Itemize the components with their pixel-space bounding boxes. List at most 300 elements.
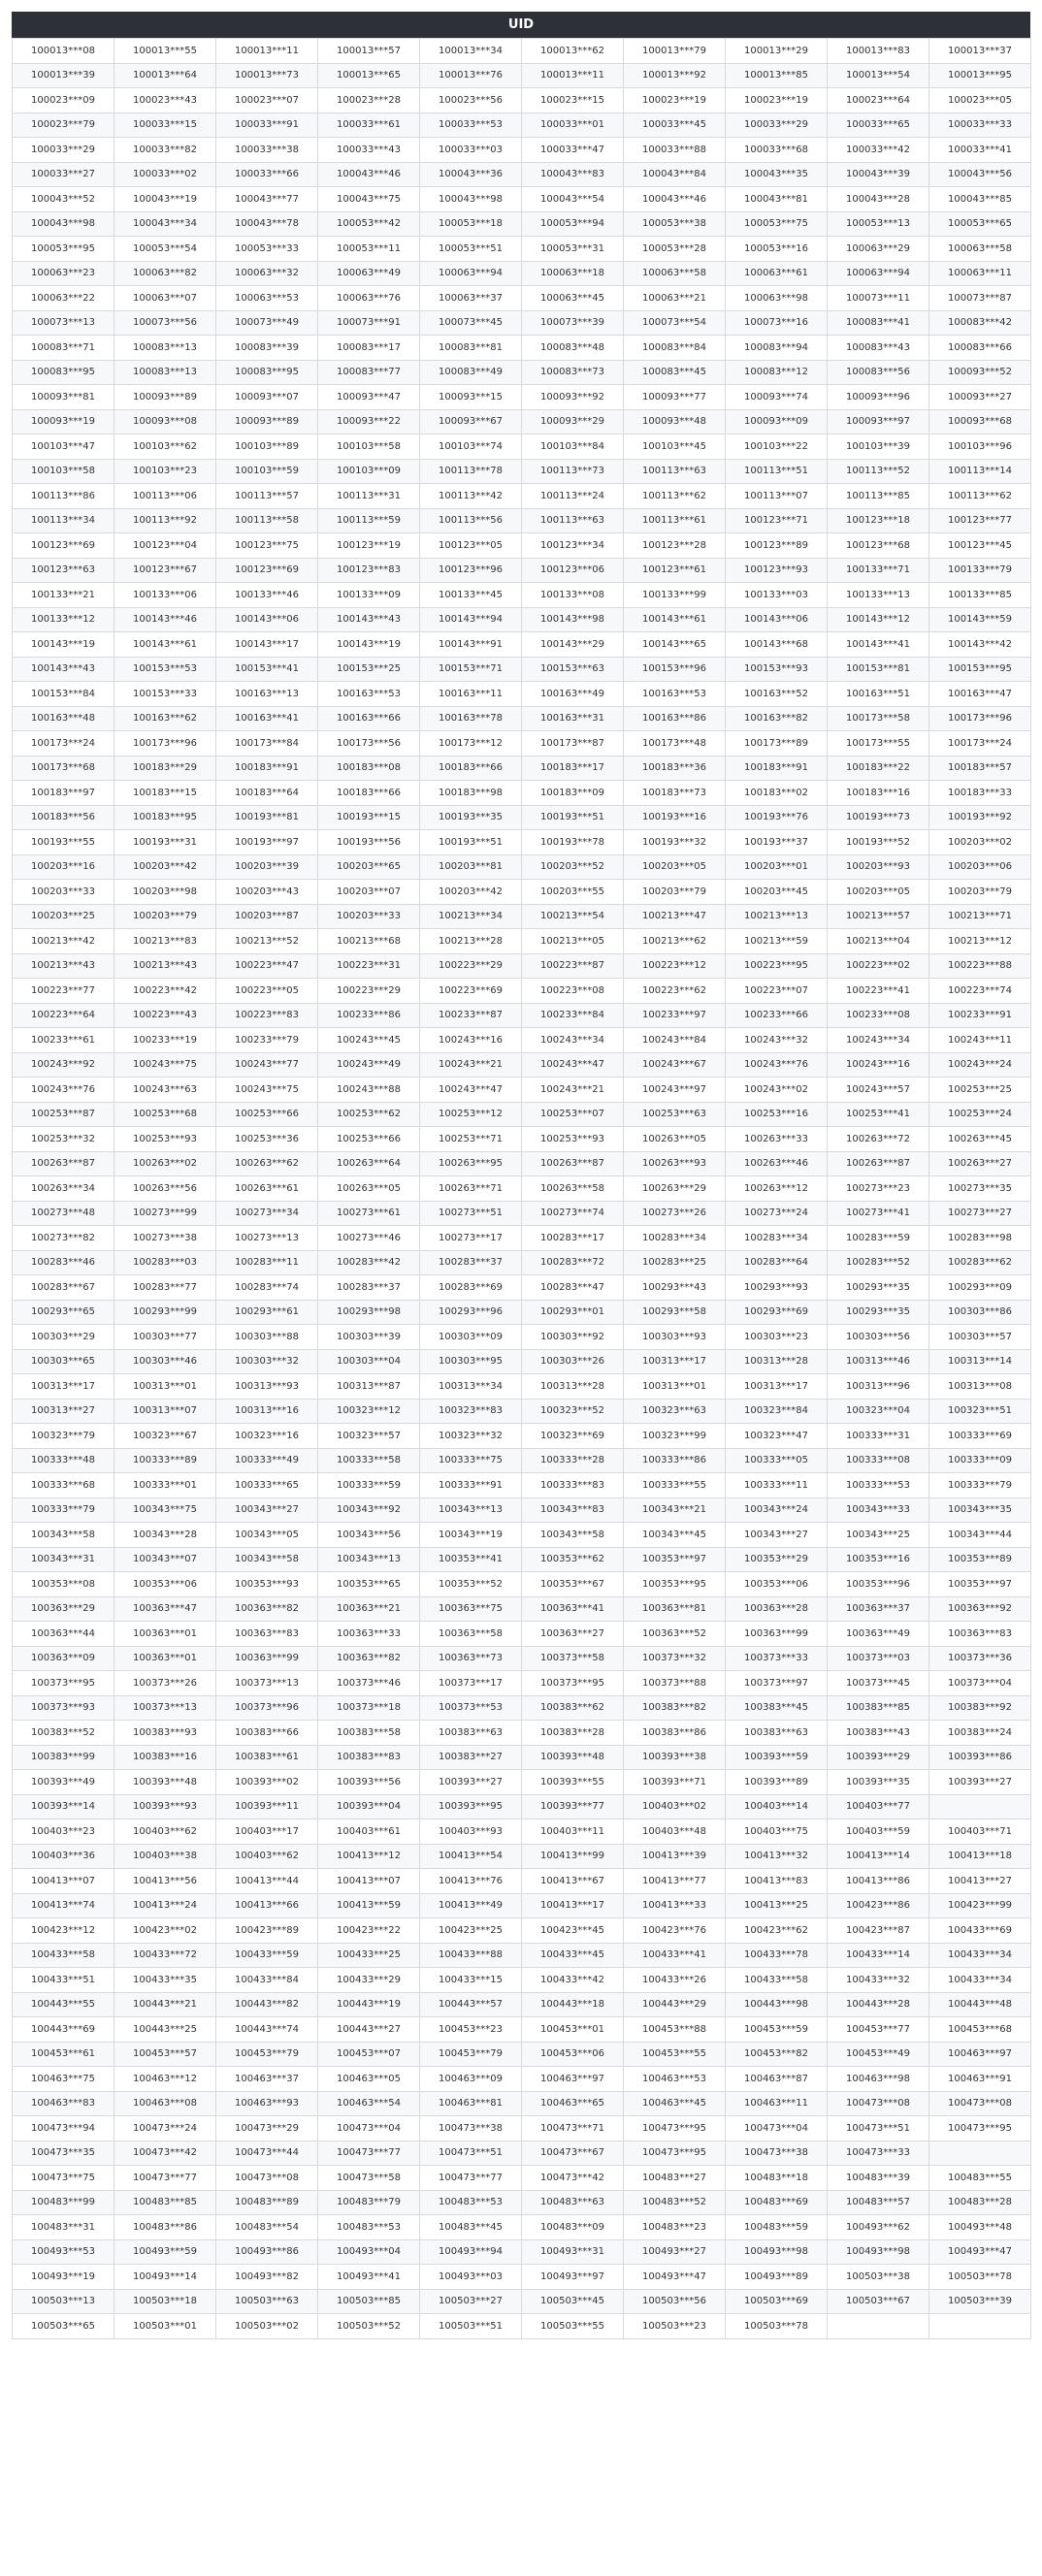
uid-cell: 100343***13 (420, 1497, 522, 1523)
uid-cell: 100293***98 (318, 1300, 420, 1325)
uid-cell: 100133***79 (929, 558, 1031, 583)
uid-cell: 100163***11 (420, 682, 522, 707)
uid-cell: 100113***42 (420, 484, 522, 509)
uid-table (12, 38, 1031, 2339)
uid-cell: 100413***77 (624, 1869, 726, 1894)
uid-cell: 100013***39 (13, 63, 114, 88)
uid-cell: 100033***42 (828, 138, 929, 163)
uid-cell: 100273***17 (420, 1226, 522, 1251)
uid-cell: 100083***94 (726, 336, 828, 361)
uid-cell: 100253***71 (420, 1127, 522, 1152)
uid-cell: 100013***92 (624, 63, 726, 88)
uid-cell: 100133***71 (828, 558, 929, 583)
uid-cell: 100013***73 (216, 63, 318, 88)
uid-cell: 100503***56 (624, 2289, 726, 2314)
uid-cell: 100443***29 (624, 1992, 726, 2017)
uid-cell: 100393***11 (216, 1794, 318, 1819)
uid-cell: 100023***64 (828, 88, 929, 113)
uid-cell: 100063***07 (114, 286, 216, 311)
uid-cell: 100193***81 (216, 805, 318, 830)
uid-cell: 100153***53 (114, 657, 216, 682)
uid-cell: 100333***89 (114, 1448, 216, 1473)
uid-cell: 100083***71 (13, 336, 114, 361)
uid-cell: 100333***55 (624, 1473, 726, 1498)
uid-cell: 100333***59 (318, 1473, 420, 1498)
uid-cell: 100253***87 (13, 1102, 114, 1127)
uid-cell: 100413***83 (726, 1869, 828, 1894)
table-row (13, 237, 1031, 262)
uid-cell: 100403***38 (114, 1844, 216, 1869)
uid-cell: 100323***83 (420, 1399, 522, 1424)
uid-cell: 100383***52 (13, 1721, 114, 1746)
uid-cell: 100273***13 (216, 1226, 318, 1251)
uid-cell: 100383***82 (624, 1695, 726, 1721)
uid-cell: 100203***45 (726, 880, 828, 905)
uid-cell: 100503***52 (318, 2314, 420, 2339)
uid-cell: 100373***96 (216, 1695, 318, 1721)
uid-cell: 100333***65 (216, 1473, 318, 1498)
uid-cell: 100263***72 (828, 1127, 929, 1152)
uid-cell: 100113***58 (216, 508, 318, 533)
uid-cell: 100253***62 (318, 1102, 420, 1127)
uid-cell: 100143***94 (420, 607, 522, 632)
uid-cell: 100193***76 (726, 805, 828, 830)
uid-cell: 100123***71 (726, 508, 828, 533)
uid-cell: 100093***47 (318, 385, 420, 410)
uid-cell: 100303***56 (828, 1325, 929, 1350)
uid-cell: 100233***61 (13, 1028, 114, 1053)
uid-cell: 100133***21 (13, 583, 114, 608)
uid-cell: 100473***04 (318, 2116, 420, 2141)
uid-cell: 100313***07 (114, 1399, 216, 1424)
uid-cell: 100223***83 (216, 1003, 318, 1028)
uid-cell: 100263***33 (726, 1127, 828, 1152)
uid-cell: 100383***63 (420, 1721, 522, 1746)
uid-cell: 100173***55 (828, 731, 929, 757)
table-row (13, 880, 1031, 905)
uid-cell: 100243***02 (726, 1078, 828, 1103)
uid-cell: 100413***39 (624, 1844, 726, 1869)
uid-cell: 100283***11 (216, 1250, 318, 1275)
uid-cell: 100483***57 (828, 2190, 929, 2215)
uid-cell: 100173***87 (522, 731, 624, 757)
uid-cell: 100323***12 (318, 1399, 420, 1424)
uid-cell: 100273***27 (929, 1201, 1031, 1226)
uid-cell: 100363***21 (318, 1596, 420, 1622)
uid-cell: 100473***67 (522, 2141, 624, 2166)
uid-cell: 100383***61 (216, 1745, 318, 1770)
table-row (13, 1424, 1031, 1449)
uid-cell: 100273***82 (13, 1226, 114, 1251)
uid-cell: 100263***27 (929, 1151, 1031, 1176)
uid-cell: 100243***34 (522, 1028, 624, 1053)
uid-cell: 100493***19 (13, 2265, 114, 2290)
table-row (13, 953, 1031, 979)
uid-cell: 100473***71 (522, 2116, 624, 2141)
uid-cell: 100083***12 (726, 360, 828, 385)
uid-cell: 100383***16 (114, 1745, 216, 1770)
uid-cell: 100493***62 (828, 2215, 929, 2240)
uid-cell: 100463***93 (216, 2091, 318, 2116)
uid-cell: 100503***02 (216, 2314, 318, 2339)
uid-cell: 100283***67 (13, 1275, 114, 1301)
uid-cell: 100343***45 (624, 1523, 726, 1548)
uid-cell: 100343***24 (726, 1497, 828, 1523)
uid-cell: 100113***24 (522, 484, 624, 509)
uid-cell: 100043***83 (522, 162, 624, 187)
uid-cell: 100283***64 (726, 1250, 828, 1275)
uid-cell: 100033***01 (522, 113, 624, 138)
uid-cell: 100433***32 (828, 1968, 929, 1993)
table-row (13, 1596, 1031, 1622)
uid-cell: 100303***23 (726, 1325, 828, 1350)
uid-cell: 100483***45 (420, 2215, 522, 2240)
table-row (13, 1695, 1031, 1721)
uid-cell: 100233***08 (828, 1003, 929, 1028)
uid-cell: 100433***25 (318, 1943, 420, 1968)
uid-cell: 100093***97 (828, 409, 929, 435)
uid-cell: 100273***24 (726, 1201, 828, 1226)
uid-cell: 100333***11 (726, 1473, 828, 1498)
uid-cell: 100093***09 (726, 409, 828, 435)
uid-cell: 100383***27 (420, 1745, 522, 1770)
uid-cell: 100213***71 (929, 904, 1031, 929)
uid-cell: 100113***92 (114, 508, 216, 533)
uid-cell: 100483***53 (318, 2215, 420, 2240)
uid-cell: 100033***27 (13, 162, 114, 187)
uid-cell: 100323***51 (929, 1399, 1031, 1424)
uid-cell: 100423***02 (114, 1918, 216, 1944)
uid-cell: 100193***52 (828, 830, 929, 855)
uid-cell: 100153***96 (624, 657, 726, 682)
uid-cell: 100433***42 (522, 1968, 624, 1993)
uid-cell: 100433***59 (216, 1943, 318, 1968)
uid-cell: 100063***58 (624, 261, 726, 286)
uid-cell: 100453***88 (624, 2017, 726, 2043)
uid-cell: 100343***28 (114, 1523, 216, 1548)
uid-cell: 100043***19 (114, 187, 216, 212)
uid-cell: 100473***44 (216, 2141, 318, 2166)
uid-cell: 100183***64 (216, 781, 318, 806)
uid-cell: 100103***58 (13, 459, 114, 484)
uid-cell: 100323***52 (522, 1399, 624, 1424)
uid-cell: 100213***62 (624, 929, 726, 954)
uid-cell: 100213***42 (13, 929, 114, 954)
uid-cell: 100183***98 (420, 781, 522, 806)
uid-cell: 100503***27 (420, 2289, 522, 2314)
uid-cell: 100203***39 (216, 854, 318, 880)
uid-cell: 100063***58 (929, 237, 1031, 262)
uid-cell: 100493***03 (420, 2265, 522, 2290)
uid-cell: 100153***95 (929, 657, 1031, 682)
uid-cell: 100063***18 (522, 261, 624, 286)
uid-cell: 100283***34 (624, 1226, 726, 1251)
table-row (13, 187, 1031, 212)
uid-cell: 100413***07 (13, 1869, 114, 1894)
uid-cell: 100343***33 (828, 1497, 929, 1523)
uid-cell: 100183***66 (318, 781, 420, 806)
uid-cell: 100333***48 (13, 1448, 114, 1473)
uid-cell: 100373***17 (420, 1671, 522, 1696)
uid-cell: 100393***29 (828, 1745, 929, 1770)
uid-cell: 100433***78 (726, 1943, 828, 1968)
uid-cell: 100143***19 (13, 632, 114, 658)
uid-cell: 100283***46 (13, 1250, 114, 1275)
uid-cell: 100243***16 (828, 1052, 929, 1078)
uid-cell: 100453***06 (522, 2042, 624, 2067)
table-row (13, 2116, 1031, 2141)
uid-cell: 100493***31 (522, 2239, 624, 2265)
uid-cell: 100433***35 (114, 1968, 216, 1993)
uid-cell: 100483***55 (929, 2166, 1031, 2191)
uid-cell: 100123***67 (114, 558, 216, 583)
uid-cell: 100013***11 (522, 63, 624, 88)
uid-cell: 100173***58 (828, 706, 929, 731)
uid-cell: 100493***59 (114, 2239, 216, 2265)
uid-cell: 100163***51 (828, 682, 929, 707)
uid-cell: 100153***41 (216, 657, 318, 682)
table-row (13, 1226, 1031, 1251)
uid-cell: 100263***05 (318, 1176, 420, 1202)
uid-cell: 100343***19 (420, 1523, 522, 1548)
uid-cell: 100313***14 (929, 1349, 1031, 1374)
uid-cell: 100453***55 (624, 2042, 726, 2067)
uid-cell: 100093***96 (828, 385, 929, 410)
uid-cell: 100123***28 (624, 533, 726, 559)
uid-cell: 100503***78 (726, 2314, 828, 2339)
uid-cell: 100243***47 (522, 1052, 624, 1078)
uid-cell: 100473***04 (726, 2116, 828, 2141)
uid-cell: 100183***57 (929, 756, 1031, 781)
uid-cell: 100443***27 (318, 2017, 420, 2043)
uid-cell: 100273***35 (929, 1176, 1031, 1202)
table-row (13, 533, 1031, 559)
table-row (13, 1622, 1031, 1647)
uid-cell: 100233***66 (726, 1003, 828, 1028)
uid-cell: 100363***81 (624, 1596, 726, 1622)
uid-cell: 100153***93 (726, 657, 828, 682)
uid-cell: 100173***96 (114, 731, 216, 757)
uid-cell: 100413***33 (624, 1893, 726, 1918)
uid-cell: 100183***73 (624, 781, 726, 806)
table-row (13, 1721, 1031, 1746)
uid-cell: 100473***58 (318, 2166, 420, 2191)
uid-cell: 100433***15 (420, 1968, 522, 1993)
uid-cell: 100263***64 (318, 1151, 420, 1176)
table-row (13, 929, 1031, 954)
uid-cell: 100083***13 (114, 336, 216, 361)
uid-cell: 100153***25 (318, 657, 420, 682)
uid-cell: 100183***08 (318, 756, 420, 781)
uid-cell: 100473***42 (114, 2141, 216, 2166)
uid-cell: 100263***02 (114, 1151, 216, 1176)
uid-cell: 100403***14 (726, 1794, 828, 1819)
table-row (13, 360, 1031, 385)
uid-cell: 100223***29 (420, 953, 522, 979)
uid-cell: 100213***54 (522, 904, 624, 929)
uid-cell: 100273***74 (522, 1201, 624, 1226)
uid-cell: 100463***97 (929, 2042, 1031, 2067)
uid-cell: 100193***78 (522, 830, 624, 855)
uid-cell: 100033***88 (624, 138, 726, 163)
uid-cell: 100143***46 (114, 607, 216, 632)
uid-cell: 100413***27 (929, 1869, 1031, 1894)
uid-cell: 100123***96 (420, 558, 522, 583)
uid-cell: 100203***55 (522, 880, 624, 905)
uid-cell: 100073***87 (929, 286, 1031, 311)
uid-cell: 100283***47 (522, 1275, 624, 1301)
uid-cell: 100223***41 (828, 979, 929, 1004)
uid-cell: 100483***09 (522, 2215, 624, 2240)
uid-cell: 100323***79 (13, 1424, 114, 1449)
uid-cell: 100173***84 (216, 731, 318, 757)
uid-cell: 100393***48 (114, 1770, 216, 1795)
uid-cell: 100033***91 (216, 113, 318, 138)
uid-cell: 100183***56 (13, 805, 114, 830)
uid-cell: 100363***99 (726, 1622, 828, 1647)
table-row (13, 2017, 1031, 2043)
uid-cell: 100433***88 (420, 1943, 522, 1968)
uid-cell: 100383***66 (216, 1721, 318, 1746)
uid-cell: 100203***06 (929, 854, 1031, 880)
uid-cell: 100033***65 (828, 113, 929, 138)
uid-cell: 100503***23 (624, 2314, 726, 2339)
uid-cell: 100213***12 (929, 929, 1031, 954)
uid-cell: 100193***31 (114, 830, 216, 855)
uid-cell: 100373***97 (726, 1671, 828, 1696)
uid-cell: 100223***42 (114, 979, 216, 1004)
uid-cell: 100153***33 (114, 682, 216, 707)
uid-cell: 100423***12 (13, 1918, 114, 1944)
uid-cell: 100393***55 (522, 1770, 624, 1795)
uid-cell: 100143***43 (318, 607, 420, 632)
table-row (13, 1374, 1031, 1400)
uid-cell: 100393***59 (726, 1745, 828, 1770)
uid-cell: 100053***95 (13, 237, 114, 262)
uid-cell: 100283***74 (216, 1275, 318, 1301)
uid-cell: 100433***29 (318, 1968, 420, 1993)
uid-cell: 100353***52 (420, 1572, 522, 1597)
uid-cell: 100253***16 (726, 1102, 828, 1127)
table-row (13, 1151, 1031, 1176)
uid-cell: 100103***89 (216, 435, 318, 460)
uid-cell: 100413***76 (420, 1869, 522, 1894)
uid-cell: 100413***66 (216, 1893, 318, 1918)
uid-cell: 100223***12 (624, 953, 726, 979)
uid-cell: 100183***29 (114, 756, 216, 781)
uid-cell: 100263***87 (13, 1151, 114, 1176)
uid-cell: 100053***38 (624, 211, 726, 237)
uid-cell: 100043***75 (318, 187, 420, 212)
uid-cell: 100433***14 (828, 1943, 929, 1968)
uid-cell: 100123***75 (216, 533, 318, 559)
uid-cell: 100363***73 (420, 1646, 522, 1671)
uid-cell: 100123***04 (114, 533, 216, 559)
uid-cell: 100023***19 (624, 88, 726, 113)
table-row (13, 162, 1031, 187)
uid-cell: 100113***31 (318, 484, 420, 509)
uid-cell: 100063***53 (216, 286, 318, 311)
uid-cell: 100273***46 (318, 1226, 420, 1251)
uid-cell: 100013***11 (216, 39, 318, 64)
uid-cell: 100273***23 (828, 1176, 929, 1202)
uid-cell: 100393***56 (318, 1770, 420, 1795)
uid-cell: 100133***06 (114, 583, 216, 608)
table-row (13, 88, 1031, 113)
uid-cell: 100123***19 (318, 533, 420, 559)
uid-cell: 100223***64 (13, 1003, 114, 1028)
uid-cell: 100033***29 (726, 113, 828, 138)
uid-cell: 100093***89 (114, 385, 216, 410)
uid-cell: 100013***37 (929, 39, 1031, 64)
uid-cell: 100363***82 (216, 1596, 318, 1622)
uid-cell: 100243***49 (318, 1052, 420, 1078)
uid-cell: 100313***27 (13, 1399, 114, 1424)
uid-cell: 100333***79 (929, 1473, 1031, 1498)
uid-cell: 100153***71 (420, 657, 522, 682)
uid-cell: 100013***85 (726, 63, 828, 88)
uid-cell: 100453***77 (828, 2017, 929, 2043)
table-row (13, 1399, 1031, 1424)
uid-cell: 100373***95 (13, 1671, 114, 1696)
uid-cell: 100473***94 (13, 2116, 114, 2141)
uid-cell: 100323***16 (216, 1424, 318, 1449)
uid-cell: 100463***09 (420, 2067, 522, 2092)
table-row (13, 781, 1031, 806)
uid-cell: 100263***87 (828, 1151, 929, 1176)
uid-cell: 100473***08 (929, 2091, 1031, 2116)
uid-cell: 100073***13 (13, 310, 114, 336)
uid-cell: 100253***12 (420, 1102, 522, 1127)
uid-cell: 100443***21 (114, 1992, 216, 2017)
uid-cell: 100263***56 (114, 1176, 216, 1202)
uid-cell: 100053***18 (420, 211, 522, 237)
uid-cell: 100323***84 (726, 1399, 828, 1424)
uid-cell: 100043***54 (522, 187, 624, 212)
uid-cell: 100343***27 (216, 1497, 318, 1523)
uid-cell: 100493***47 (929, 2239, 1031, 2265)
uid-cell: 100173***68 (13, 756, 114, 781)
uid-cell: 100413***54 (420, 1844, 522, 1869)
uid-cell: 100423***22 (318, 1918, 420, 1944)
uid-cell: 100433***45 (522, 1943, 624, 1968)
uid-cell: 100353***29 (726, 1547, 828, 1572)
uid-cell: 100243***63 (114, 1078, 216, 1103)
table-row (13, 805, 1031, 830)
uid-cell: 100303***32 (216, 1349, 318, 1374)
uid-cell: 100383***85 (828, 1695, 929, 1721)
table-row (13, 1671, 1031, 1696)
uid-cell: 100193***16 (624, 805, 726, 830)
uid-cell: 100043***46 (318, 162, 420, 187)
uid-cell: 100323***47 (726, 1424, 828, 1449)
uid-cell: 100083***56 (828, 360, 929, 385)
uid-cell: 100243***88 (318, 1078, 420, 1103)
uid-cell: 100013***65 (318, 63, 420, 88)
uid-cell: 100223***08 (522, 979, 624, 1004)
uid-cell: 100493***47 (624, 2265, 726, 2290)
table-row (13, 558, 1031, 583)
uid-cell: 100273***34 (216, 1201, 318, 1226)
uid-cell: 100033***43 (318, 138, 420, 163)
uid-cell: 100063***98 (726, 286, 828, 311)
uid-cell: 100303***04 (318, 1349, 420, 1374)
uid-cell: 100333***83 (522, 1473, 624, 1498)
uid-cell: 100193***15 (318, 805, 420, 830)
uid-cell: 100013***08 (13, 39, 114, 64)
uid-cell: 100403***59 (828, 1819, 929, 1845)
uid-cell: 100133***08 (522, 583, 624, 608)
